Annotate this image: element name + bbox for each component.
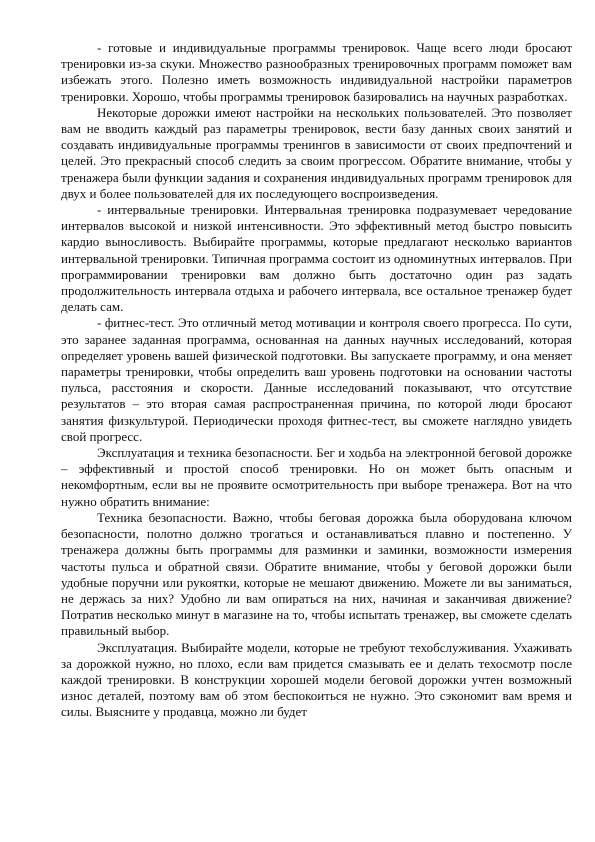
paragraph-multi-user: Некоторые дорожки имеют настройки на нескольких пользователей. Это позволяет вам не вводить каждый раз параметры тренировок, вести базу данных своих занятий и создавать индивидуальные программы тренингов в зависимости от своих предпочтений и целей. Это прекрасный способ следить за своим прогрессом. Обратите внимание, чтобы у тренажера были функции задания и сохранения индивидуальных программ тренировок для двух и более пользователей для их последующего воспроизведения. xyxy=(61,104,572,201)
paragraph-operation-safety: Эксплуатация и техника безопасности. Бег и ходьба на электронной беговой дорожке – эффективный и простой способ тренировки. Но он может быть опасным и некомфортным, если вы не проявите осмотрительность при выборе тренажера. Вот на что нужно обратить внимание: xyxy=(61,445,572,509)
paragraph-operation: Эксплуатация. Выбирайте модели, которые не требуют техобслуживания. Ухаживать за дорожкой нужно, но плохо, если вам придется смазывать ее и делать техосмотр после каждой тренировки. В конструкции хорошей модели беговой дорожки учтен возможный износ деталей, поэтому вам об этом беспокоиться не нужно. Это сэкономит вам время и силы. Выясните у продавца, можно ли будет xyxy=(61,639,572,720)
document-page xyxy=(61,40,572,721)
paragraph-fitness-test: - фитнес-тест. Это отличный метод мотивации и контроля своего прогресса. По сути, это заранее заданная программа, основанная на данных научных исследований, которая определяет уровень вашей физической подготовки. Вы запускаете программу, и она меняет параметры тренировки, чтобы определить ваш уровень подготовки на основании частоты пульса, расстояния и скорости. Данные исследований показывают, что отсутствие результатов – это вторая самая распространенная причина, по которой люди бросают занятия физкультурой. Периодически проходя фитнес-тест, вы сможете наглядно увидеть свой прогресс. xyxy=(61,315,572,444)
paragraph-safety: Техника безопасности. Важно, чтобы беговая дорожка была оборудована ключом безопасности, полотно должно трогаться и останавливаться плавно и постепенно. У тренажера должны быть программы для разминки и заминки, возможности измерения частоты пульса и обратной связи. Обратите внимание, чтобы у беговой дорожки были удобные поручни или рукоятки, которые не мешают движению. Можете ли вы заниматься, не держась за них? Удобно ли вам опираться на них, начиная и заканчивая движение? Потратив несколько минут в магазине на то, чтобы испытать тренажер, вы сможете сделать правильный выбор. xyxy=(61,509,572,639)
paragraph-interval: - интервальные тренировки. Интервальная тренировка подразумевает чередование интервалов высокой и низкой интенсивности. Это эффективный метод быстро повысить кардио выносливость. Выбирайте программы, которые предлагают несколько вариантов интервальной тренировки. Типичная программа состоит из одноминутных интервалов. При программировании тренировки вам должно быть достаточно один раз задать продолжительность интервала отдыха и рабочего интервала, все остальное тренажер будет делать сам. xyxy=(61,202,572,315)
paragraph-programs: - готовые и индивидуальные программы тренировок. Чаще всего люди бросают тренировки из-за скуки. Множество разнообразных тренировочных программ поможет вам избежать этого. Полезно иметь возможность индивидуальной настройки параметров тренировки. Хорошо, чтобы программы тренировок базировались на научных разработках. xyxy=(61,40,572,104)
